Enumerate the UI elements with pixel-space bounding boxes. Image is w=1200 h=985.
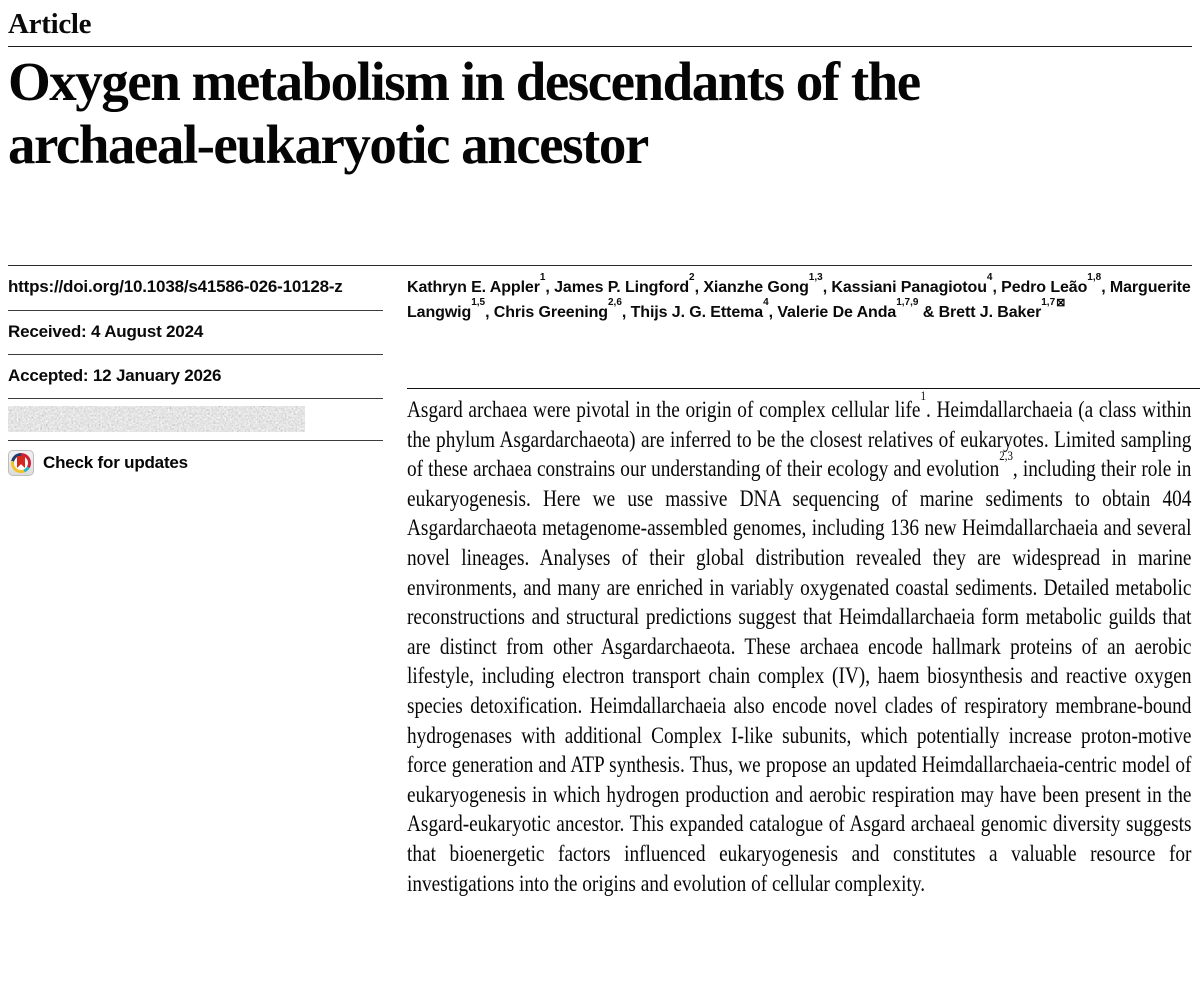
accepted-date: Accepted: 12 January 2026 — [8, 355, 383, 399]
author-affiliation-sup: 1,7 — [1041, 296, 1056, 308]
email-icon[interactable]: ⊠ — [1056, 296, 1066, 309]
author-name: Chris Greening — [493, 304, 608, 321]
abstract-segment: Asgard archaea were pivotal in the origin of complex cellular life — [407, 397, 921, 422]
author-name: Pedro Leão — [1001, 279, 1088, 296]
author-affiliation-sup: 1,7,9 — [896, 296, 919, 308]
bookmark-icon — [17, 456, 25, 468]
received-date: Received: 4 August 2024 — [8, 311, 383, 355]
author-separator: , — [621, 304, 631, 321]
page-title-line2: archaeal-eukaryotic ancestor — [8, 114, 648, 175]
noise-texture — [8, 406, 305, 432]
citation-ref-2-3[interactable]: 2,3 — [999, 447, 1013, 463]
published-date-redacted — [8, 399, 383, 441]
crossmark-circle — [11, 453, 31, 473]
content-columns — [8, 265, 1192, 985]
kicker-divider — [8, 46, 1192, 47]
author-name: Thijs J. G. Ettema — [630, 304, 764, 321]
author-name: Marguerite Langwig — [407, 279, 1191, 321]
author-separator: , — [822, 279, 832, 296]
author-affiliation-sup: 1,3 — [808, 271, 823, 283]
author-separator: , — [1101, 279, 1110, 296]
citation-ref-1[interactable]: 1 — [920, 388, 926, 404]
check-for-updates-button[interactable] — [8, 450, 188, 476]
author-separator: , — [485, 304, 494, 321]
abstract-text — [407, 388, 1192, 898]
author-name: Valerie De Anda — [777, 304, 897, 321]
abstract-divider — [407, 388, 1200, 389]
author-affiliation-sup: 1 — [539, 271, 546, 283]
author-separator: & — [918, 304, 939, 321]
author-separator: , — [768, 304, 778, 321]
author-separator: , — [992, 279, 1002, 296]
page-title-line1: Oxygen metabolism in descendants of the — [8, 51, 920, 112]
author-name: James P. Lingford — [554, 279, 690, 296]
author-affiliation-sup: 2,6 — [607, 296, 622, 308]
author-name: Xianzhe Gong — [703, 279, 809, 296]
author-separator: , — [545, 279, 555, 296]
author-affiliation-sup: 2 — [689, 271, 695, 283]
crossmark-icon — [8, 450, 34, 476]
article-kicker: Article — [8, 8, 92, 40]
author-name: Kassiani Panagiotou — [831, 279, 987, 296]
page-title — [8, 50, 1158, 176]
author-affiliation-sup: 1,5 — [471, 296, 486, 308]
author-affiliation-sup: 1,8 — [1087, 271, 1102, 283]
check-for-updates-label: Check for updates — [43, 453, 188, 472]
metadata-column — [8, 266, 383, 985]
author-name: Kathryn E. Appler — [407, 279, 540, 296]
author-affiliation-sup: 4 — [986, 271, 993, 283]
author-affiliation-sup: 4 — [763, 296, 769, 308]
article-header-column — [407, 266, 1200, 985]
abstract-segment: . Heimdallarchaeia (a class within the phylum Asgardarchaeota) are inferred to be the closest relatives of eukaryotes. Limited sampling of these archaea constrains our understanding of their ecology and evolution — [407, 397, 1192, 482]
author-name: Brett J. Baker — [938, 304, 1042, 321]
abstract-segment: , including their role in eukaryogenesis. Here we use massive DNA sequencing of marine sediments to obtain 404 Asgardarchaeota metagenome-assembled genomes, including 136 new Heimdallarchaeia and several novel lineages. Analyses of their global distribution revealed they are widespread in marine environments, and many are enriched in variably oxygenated coastal sediments. Detailed metabolic reconstructions and structural predictions suggest that Heimdallarchaeia form metabolic guilds that are distinct from other Asgardarchaeota. These archaea encode hallmark proteins of an aerobic lifestyle, including electron transport chain complex (IV), haem biosynthesis and reactive oxygen species detoxification. Heimdallarchaeia also encode novel clades of respiratory membrane-bound hydrogenases with additional Complex I-like subunits, which potentially increase proton-motive force generation and ATP synthesis. Thus, we propose an updated Heimdallarchaeia-centric model of eukaryogenesis in which hydrogen production and aerobic respiration may have been present in the Asgard-eukaryotic ancestor. This expanded catalogue of Asgard archaeal genomic diversity suggests that bioenergetic factors influenced eukaryogenesis and constitutes a valuable resource for investigations into the origins and evolution of cellular complexity. — [407, 456, 1192, 896]
doi-link[interactable]: https://doi.org/10.1038/s41586-026-10128-z — [8, 266, 383, 311]
authors-list — [407, 266, 1197, 388]
author-separator: , — [694, 279, 704, 296]
